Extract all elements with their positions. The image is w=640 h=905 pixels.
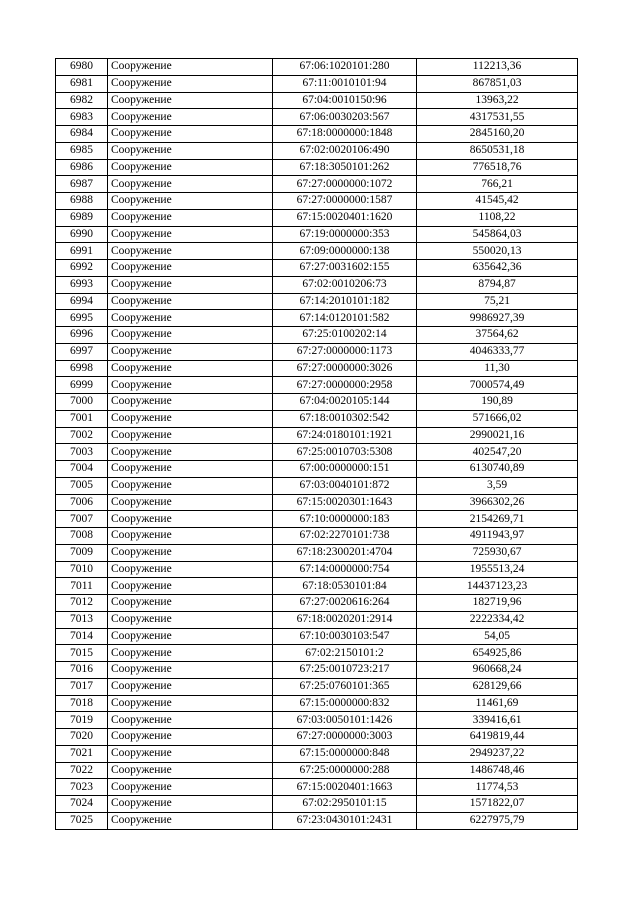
row-number-cell: 6985 — [56, 142, 108, 159]
cadastral-value-cell: 2154269,71 — [417, 511, 578, 528]
cadastral-value-cell: 14437123,23 — [417, 578, 578, 595]
table-row — [56, 812, 578, 829]
row-number-cell: 6982 — [56, 92, 108, 109]
row-number-cell: 6995 — [56, 310, 108, 327]
table-row — [56, 611, 578, 628]
table-row — [56, 544, 578, 561]
cadastral-number-cell: 67:02:0010206:73 — [273, 276, 417, 293]
cadastral-value-cell: 11,30 — [417, 360, 578, 377]
table-row — [56, 360, 578, 377]
cadastral-value-cell: 635642,36 — [417, 260, 578, 277]
row-number-cell: 6997 — [56, 343, 108, 360]
table-row — [56, 678, 578, 695]
table-row — [56, 343, 578, 360]
table-row — [56, 595, 578, 612]
cadastral-value-cell: 6227975,79 — [417, 812, 578, 829]
table-row — [56, 494, 578, 511]
row-number-cell: 6987 — [56, 176, 108, 193]
row-number-cell: 7008 — [56, 528, 108, 545]
object-type-cell: Сооружение — [108, 662, 273, 679]
object-type-cell: Сооружение — [108, 260, 273, 277]
cadastral-value-cell: 1955513,24 — [417, 561, 578, 578]
cadastral-value-cell: 182719,96 — [417, 595, 578, 612]
cadastral-number-cell: 67:18:2300201:4704 — [273, 544, 417, 561]
cadastral-value-cell: 545864,03 — [417, 226, 578, 243]
cadastral-number-cell: 67:10:0000000:183 — [273, 511, 417, 528]
cadastral-number-cell: 67:19:0000000:353 — [273, 226, 417, 243]
row-number-cell: 7007 — [56, 511, 108, 528]
object-type-cell: Сооружение — [108, 511, 273, 528]
cadastral-number-cell: 67:15:0020401:1663 — [273, 779, 417, 796]
object-type-cell: Сооружение — [108, 193, 273, 210]
table-row — [56, 75, 578, 92]
table-row — [56, 226, 578, 243]
cadastral-value-cell: 2990021,16 — [417, 427, 578, 444]
cadastral-value-cell: 112213,36 — [417, 59, 578, 76]
object-type-cell: Сооружение — [108, 477, 273, 494]
cadastral-number-cell: 67:25:0100202:14 — [273, 327, 417, 344]
object-type-cell: Сооружение — [108, 461, 273, 478]
object-type-cell: Сооружение — [108, 645, 273, 662]
cadastral-number-cell: 67:10:0030103:547 — [273, 628, 417, 645]
table-row — [56, 327, 578, 344]
cadastral-value-cell: 2222334,42 — [417, 611, 578, 628]
table-row — [56, 712, 578, 729]
row-number-cell: 6993 — [56, 276, 108, 293]
table-row — [56, 729, 578, 746]
cadastral-number-cell: 67:02:2950101:15 — [273, 796, 417, 813]
table-row — [56, 310, 578, 327]
cadastral-value-cell: 1108,22 — [417, 209, 578, 226]
table-row — [56, 126, 578, 143]
cadastral-number-cell: 67:24:0180101:1921 — [273, 427, 417, 444]
object-type-cell: Сооружение — [108, 410, 273, 427]
object-type-cell: Сооружение — [108, 377, 273, 394]
cadastral-number-cell: 67:27:0000000:1072 — [273, 176, 417, 193]
row-number-cell: 6992 — [56, 260, 108, 277]
cadastral-number-cell: 67:14:0120101:582 — [273, 310, 417, 327]
row-number-cell: 7001 — [56, 410, 108, 427]
row-number-cell: 7014 — [56, 628, 108, 645]
cadastral-number-cell: 67:00:0000000:151 — [273, 461, 417, 478]
cadastral-number-cell: 67:25:0760101:365 — [273, 678, 417, 695]
object-type-cell: Сооружение — [108, 159, 273, 176]
cadastral-value-cell: 1571822,07 — [417, 796, 578, 813]
object-type-cell: Сооружение — [108, 796, 273, 813]
cadastral-value-cell: 11461,69 — [417, 695, 578, 712]
cadastral-number-cell: 67:18:0010302:542 — [273, 410, 417, 427]
row-number-cell: 7002 — [56, 427, 108, 444]
row-number-cell: 7012 — [56, 595, 108, 612]
table-row — [56, 276, 578, 293]
table-row — [56, 293, 578, 310]
object-type-cell: Сооружение — [108, 276, 273, 293]
table-row — [56, 511, 578, 528]
table-row — [56, 645, 578, 662]
table-row — [56, 142, 578, 159]
row-number-cell: 7020 — [56, 729, 108, 746]
row-number-cell: 7015 — [56, 645, 108, 662]
cadastral-number-cell: 67:03:0040101:872 — [273, 477, 417, 494]
object-type-cell: Сооружение — [108, 544, 273, 561]
table-row — [56, 159, 578, 176]
table-row — [56, 561, 578, 578]
table-row — [56, 528, 578, 545]
object-type-cell: Сооружение — [108, 126, 273, 143]
object-type-cell: Сооружение — [108, 762, 273, 779]
object-type-cell: Сооружение — [108, 59, 273, 76]
cadastral-number-cell: 67:14:0000000:754 — [273, 561, 417, 578]
cadastral-number-cell: 67:27:0000000:3003 — [273, 729, 417, 746]
cadastral-number-cell: 67:27:0000000:1587 — [273, 193, 417, 210]
row-number-cell: 7018 — [56, 695, 108, 712]
registry-table — [55, 58, 578, 830]
cadastral-number-cell: 67:09:0000000:138 — [273, 243, 417, 260]
cadastral-value-cell: 776518,76 — [417, 159, 578, 176]
object-type-cell: Сооружение — [108, 494, 273, 511]
row-number-cell: 6988 — [56, 193, 108, 210]
cadastral-number-cell: 67:25:0000000:288 — [273, 762, 417, 779]
row-number-cell: 7010 — [56, 561, 108, 578]
table-row — [56, 377, 578, 394]
row-number-cell: 7019 — [56, 712, 108, 729]
cadastral-value-cell: 4317531,55 — [417, 109, 578, 126]
cadastral-value-cell: 339416,61 — [417, 712, 578, 729]
cadastral-value-cell: 3,59 — [417, 477, 578, 494]
row-number-cell: 6980 — [56, 59, 108, 76]
document-page — [55, 58, 577, 830]
cadastral-value-cell: 37564,62 — [417, 327, 578, 344]
row-number-cell: 7005 — [56, 477, 108, 494]
cadastral-value-cell: 75,21 — [417, 293, 578, 310]
row-number-cell: 7000 — [56, 394, 108, 411]
row-number-cell: 6994 — [56, 293, 108, 310]
object-type-cell: Сооружение — [108, 226, 273, 243]
cadastral-number-cell: 67:25:0010723:217 — [273, 662, 417, 679]
table-row — [56, 109, 578, 126]
object-type-cell: Сооружение — [108, 561, 273, 578]
registry-table-body — [56, 59, 578, 830]
object-type-cell: Сооружение — [108, 812, 273, 829]
cadastral-number-cell: 67:15:0000000:832 — [273, 695, 417, 712]
cadastral-value-cell: 960668,24 — [417, 662, 578, 679]
cadastral-value-cell: 13963,22 — [417, 92, 578, 109]
cadastral-number-cell: 67:02:0020106:490 — [273, 142, 417, 159]
cadastral-number-cell: 67:27:0031602:155 — [273, 260, 417, 277]
cadastral-value-cell: 8794,87 — [417, 276, 578, 293]
object-type-cell: Сооружение — [108, 293, 273, 310]
cadastral-value-cell: 725930,67 — [417, 544, 578, 561]
row-number-cell: 6991 — [56, 243, 108, 260]
table-row — [56, 394, 578, 411]
object-type-cell: Сооружение — [108, 578, 273, 595]
object-type-cell: Сооружение — [108, 712, 273, 729]
cadastral-value-cell: 4046333,77 — [417, 343, 578, 360]
cadastral-number-cell: 67:06:1020101:280 — [273, 59, 417, 76]
row-number-cell: 7025 — [56, 812, 108, 829]
table-row — [56, 695, 578, 712]
cadastral-value-cell: 550020,13 — [417, 243, 578, 260]
object-type-cell: Сооружение — [108, 209, 273, 226]
cadastral-number-cell: 67:02:2270101:738 — [273, 528, 417, 545]
cadastral-value-cell: 6419819,44 — [417, 729, 578, 746]
object-type-cell: Сооружение — [108, 611, 273, 628]
row-number-cell: 7003 — [56, 444, 108, 461]
table-row — [56, 779, 578, 796]
table-row — [56, 628, 578, 645]
cadastral-value-cell: 3966302,26 — [417, 494, 578, 511]
row-number-cell: 7009 — [56, 544, 108, 561]
cadastral-value-cell: 41545,42 — [417, 193, 578, 210]
row-number-cell: 7022 — [56, 762, 108, 779]
cadastral-number-cell: 67:27:0000000:2958 — [273, 377, 417, 394]
row-number-cell: 7024 — [56, 796, 108, 813]
cadastral-number-cell: 67:18:0020201:2914 — [273, 611, 417, 628]
object-type-cell: Сооружение — [108, 92, 273, 109]
table-row — [56, 243, 578, 260]
object-type-cell: Сооружение — [108, 745, 273, 762]
row-number-cell: 7013 — [56, 611, 108, 628]
cadastral-value-cell: 867851,03 — [417, 75, 578, 92]
table-row — [56, 59, 578, 76]
object-type-cell: Сооружение — [108, 528, 273, 545]
cadastral-value-cell: 11774,53 — [417, 779, 578, 796]
table-row — [56, 477, 578, 494]
cadastral-value-cell: 571666,02 — [417, 410, 578, 427]
object-type-cell: Сооружение — [108, 109, 273, 126]
cadastral-number-cell: 67:14:2010101:182 — [273, 293, 417, 310]
cadastral-value-cell: 54,05 — [417, 628, 578, 645]
cadastral-value-cell: 766,21 — [417, 176, 578, 193]
cadastral-value-cell: 190,89 — [417, 394, 578, 411]
cadastral-number-cell: 67:18:3050101:262 — [273, 159, 417, 176]
object-type-cell: Сооружение — [108, 243, 273, 260]
object-type-cell: Сооружение — [108, 779, 273, 796]
table-row — [56, 209, 578, 226]
cadastral-value-cell: 654925,86 — [417, 645, 578, 662]
cadastral-number-cell: 67:15:0020401:1620 — [273, 209, 417, 226]
table-row — [56, 662, 578, 679]
table-row — [56, 461, 578, 478]
row-number-cell: 6984 — [56, 126, 108, 143]
row-number-cell: 7017 — [56, 678, 108, 695]
row-number-cell: 7011 — [56, 578, 108, 595]
object-type-cell: Сооружение — [108, 444, 273, 461]
row-number-cell: 6981 — [56, 75, 108, 92]
cadastral-number-cell: 67:25:0010703:5308 — [273, 444, 417, 461]
table-row — [56, 92, 578, 109]
cadastral-value-cell: 2845160,20 — [417, 126, 578, 143]
cadastral-value-cell: 9986927,39 — [417, 310, 578, 327]
cadastral-value-cell: 1486748,46 — [417, 762, 578, 779]
cadastral-number-cell: 67:11:0010101:94 — [273, 75, 417, 92]
table-row — [56, 260, 578, 277]
cadastral-number-cell: 67:06:0030203:567 — [273, 109, 417, 126]
object-type-cell: Сооружение — [108, 360, 273, 377]
row-number-cell: 6986 — [56, 159, 108, 176]
cadastral-number-cell: 67:04:0010150:96 — [273, 92, 417, 109]
table-row — [56, 762, 578, 779]
row-number-cell: 7006 — [56, 494, 108, 511]
table-row — [56, 176, 578, 193]
row-number-cell: 7016 — [56, 662, 108, 679]
table-row — [56, 578, 578, 595]
cadastral-number-cell: 67:27:0000000:3026 — [273, 360, 417, 377]
cadastral-number-cell: 67:27:0000000:1173 — [273, 343, 417, 360]
table-row — [56, 410, 578, 427]
cadastral-number-cell: 67:04:0020105:144 — [273, 394, 417, 411]
object-type-cell: Сооружение — [108, 176, 273, 193]
row-number-cell: 6990 — [56, 226, 108, 243]
row-number-cell: 6998 — [56, 360, 108, 377]
cadastral-number-cell: 67:18:0000000:1848 — [273, 126, 417, 143]
table-row — [56, 427, 578, 444]
row-number-cell: 6996 — [56, 327, 108, 344]
cadastral-number-cell: 67:03:0050101:1426 — [273, 712, 417, 729]
cadastral-value-cell: 628129,66 — [417, 678, 578, 695]
object-type-cell: Сооружение — [108, 595, 273, 612]
row-number-cell: 6983 — [56, 109, 108, 126]
cadastral-number-cell: 67:23:0430101:2431 — [273, 812, 417, 829]
cadastral-value-cell: 8650531,18 — [417, 142, 578, 159]
table-row — [56, 193, 578, 210]
object-type-cell: Сооружение — [108, 427, 273, 444]
row-number-cell: 6999 — [56, 377, 108, 394]
cadastral-value-cell: 6130740,89 — [417, 461, 578, 478]
cadastral-number-cell: 67:18:0530101:84 — [273, 578, 417, 595]
object-type-cell: Сооружение — [108, 628, 273, 645]
cadastral-number-cell: 67:15:0020301:1643 — [273, 494, 417, 511]
cadastral-number-cell: 67:15:0000000:848 — [273, 745, 417, 762]
object-type-cell: Сооружение — [108, 310, 273, 327]
row-number-cell: 6989 — [56, 209, 108, 226]
table-row — [56, 745, 578, 762]
cadastral-value-cell: 2949237,22 — [417, 745, 578, 762]
object-type-cell: Сооружение — [108, 142, 273, 159]
table-row — [56, 796, 578, 813]
table-row — [56, 444, 578, 461]
cadastral-value-cell: 7000574,49 — [417, 377, 578, 394]
object-type-cell: Сооружение — [108, 75, 273, 92]
row-number-cell: 7004 — [56, 461, 108, 478]
row-number-cell: 7023 — [56, 779, 108, 796]
object-type-cell: Сооружение — [108, 343, 273, 360]
object-type-cell: Сооружение — [108, 729, 273, 746]
cadastral-number-cell: 67:02:2150101:2 — [273, 645, 417, 662]
object-type-cell: Сооружение — [108, 394, 273, 411]
object-type-cell: Сооружение — [108, 678, 273, 695]
row-number-cell: 7021 — [56, 745, 108, 762]
cadastral-value-cell: 402547,20 — [417, 444, 578, 461]
object-type-cell: Сооружение — [108, 327, 273, 344]
cadastral-number-cell: 67:27:0020616:264 — [273, 595, 417, 612]
object-type-cell: Сооружение — [108, 695, 273, 712]
cadastral-value-cell: 4911943,97 — [417, 528, 578, 545]
